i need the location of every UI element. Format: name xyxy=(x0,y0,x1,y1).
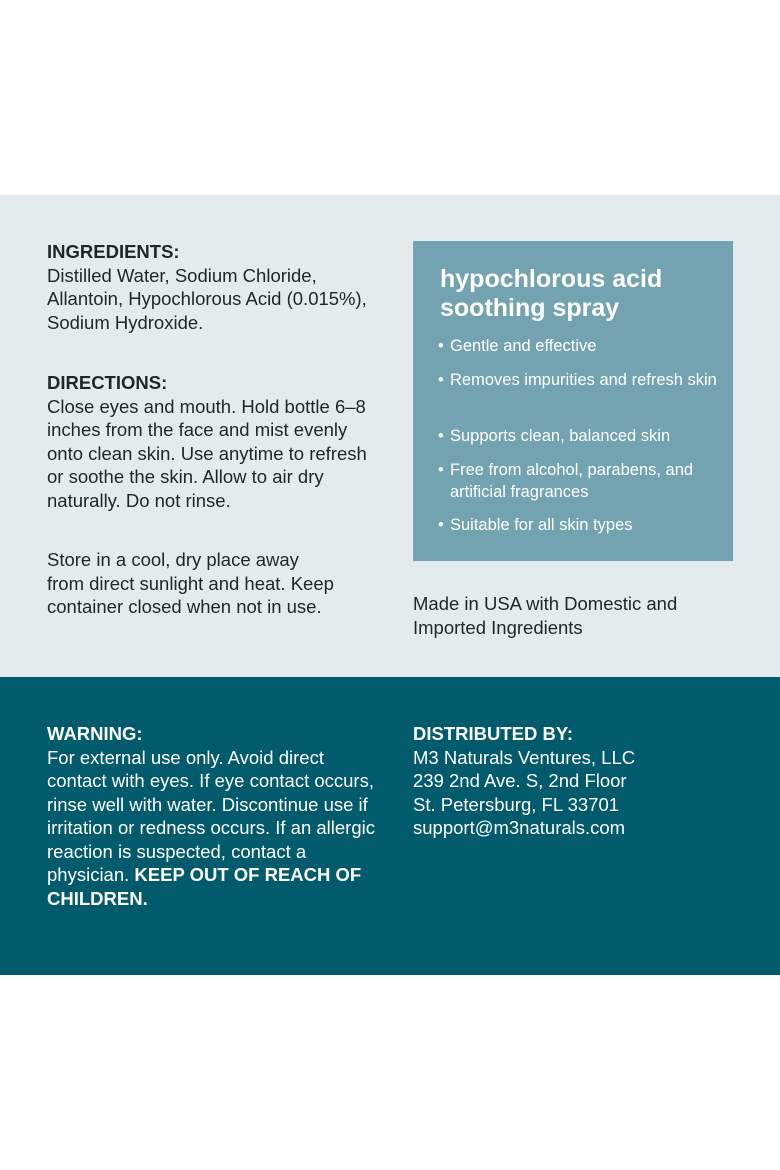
directions-section xyxy=(47,371,377,512)
product-feature-box xyxy=(413,241,733,561)
warning-section xyxy=(47,722,387,910)
bullet-icon: • xyxy=(438,461,444,479)
feature-item xyxy=(438,370,723,392)
ingredients-section xyxy=(47,240,367,334)
storage-text: Store in a cool, dry place away from direct sunlight and heat. Keep container closed when not in use. xyxy=(47,549,334,617)
bullet-icon: • xyxy=(438,516,444,534)
feature-item xyxy=(438,336,723,358)
feature-text: Free from alcohol, parabens, and artificial fragrances xyxy=(450,461,694,501)
feature-item xyxy=(438,515,723,537)
distributor-address-line1: 239 2nd Ave. S, 2nd Floor xyxy=(413,770,627,791)
directions-heading: DIRECTIONS: xyxy=(47,372,168,393)
directions-text: Close eyes and mouth. Hold bottle 6–8 inches from the face and mist evenly onto clean skin. Use anytime to refresh or soothe the skin. Allow to air dry naturally. Do not rinse. xyxy=(47,395,367,511)
feature-text: Suitable for all skin types xyxy=(450,516,633,534)
feature-text: Supports clean, balanced skin xyxy=(450,427,671,445)
distributor-email: support@m3naturals.com xyxy=(413,817,626,838)
warning-emphasis: KEEP OUT OF REACH OF CHILDREN. xyxy=(47,864,362,909)
made-in-text: Made in USA with Domestic and Imported Ingredients xyxy=(413,593,678,638)
feature-item xyxy=(438,460,723,503)
distributor-section xyxy=(413,722,743,840)
product-title: hypochlorous acid soothing spray xyxy=(440,265,663,322)
ingredients-heading: INGREDIENTS: xyxy=(47,241,180,262)
feature-text: Gentle and effective xyxy=(450,337,597,355)
feature-text: Removes impurities and refresh skin xyxy=(450,371,717,389)
bullet-icon: • xyxy=(438,337,444,355)
top-blank-area xyxy=(0,0,780,195)
bullet-icon: • xyxy=(438,371,444,389)
warning-text: For external use only. Avoid direct contact with eyes. If eye contact occurs, rinse well with water. Discontinue use if irritation or redness occurs. If an allergic reaction is suspected, contact a physician. xyxy=(47,746,375,885)
feature-item xyxy=(438,426,723,448)
bullet-icon: • xyxy=(438,427,444,445)
ingredients-text: Distilled Water, Sodium Chloride, Allantoin, Hypochlorous Acid (0.015%), Sodium Hydroxide. xyxy=(47,264,367,333)
made-in-statement xyxy=(413,592,743,639)
warning-heading: WARNING: xyxy=(47,723,143,744)
distributor-heading: DISTRIBUTED BY: xyxy=(413,723,573,744)
distributor-company: M3 Naturals Ventures, LLC xyxy=(413,746,636,768)
distributor-address-line2: St. Petersburg, FL 33701 xyxy=(413,793,620,815)
storage-section xyxy=(47,548,337,619)
